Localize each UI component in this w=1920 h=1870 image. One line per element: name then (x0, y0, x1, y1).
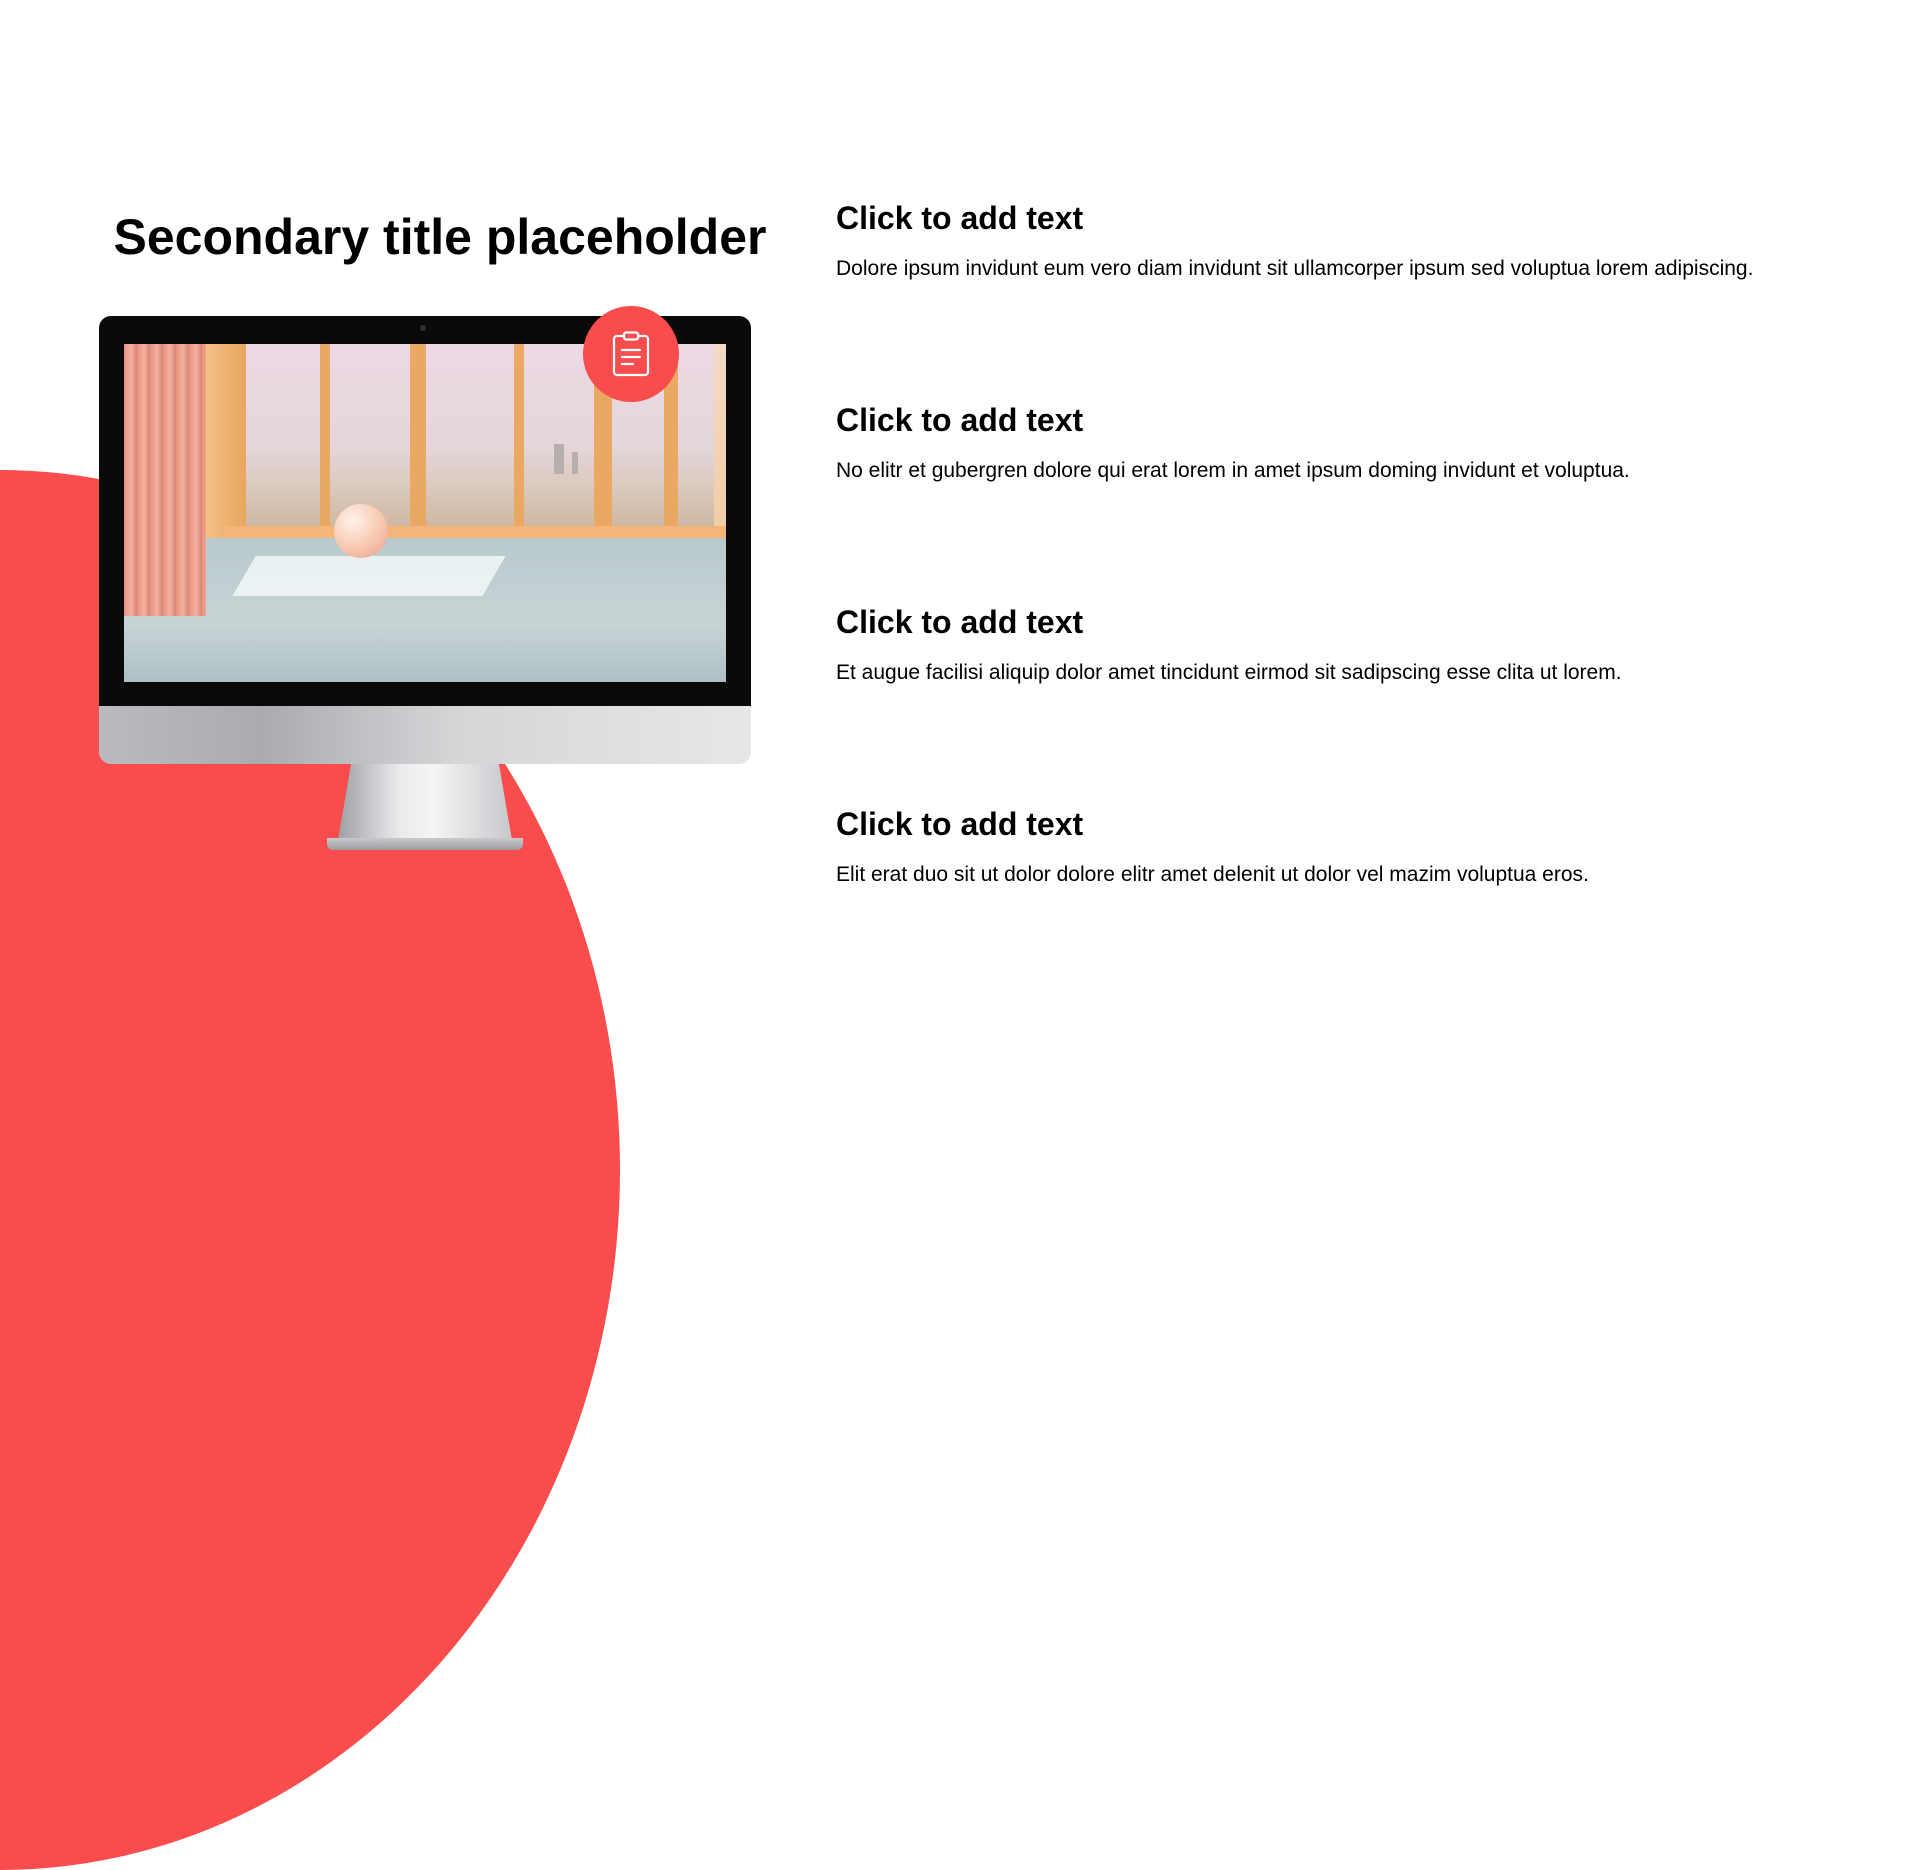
list-item (836, 600, 1856, 802)
item-heading[interactable]: Click to add text (836, 402, 1084, 438)
monitor-stand-base (327, 838, 523, 850)
item-body[interactable]: Elit erat duo sit ut dolor dolore elitr amet delenit ut dolor vel mazim voluptua eros. (836, 863, 1589, 886)
clipboard-icon (611, 331, 651, 377)
distant-building (554, 444, 564, 474)
monitor-stand (337, 764, 513, 846)
sphere-object (334, 504, 388, 558)
window-frame (410, 344, 426, 536)
list-item (836, 398, 1856, 600)
curtain (124, 344, 206, 616)
camera-dot (420, 325, 426, 331)
slide-title[interactable]: Secondary title placeholder (113, 209, 767, 265)
window-frame (320, 344, 330, 536)
monitor-chin (99, 706, 751, 764)
item-heading[interactable]: Click to add text (836, 200, 1084, 236)
item-heading[interactable]: Click to add text (836, 604, 1084, 640)
clipboard-badge[interactable] (583, 306, 679, 402)
item-body[interactable]: Et augue facilisi aliquip dolor amet tincidunt eirmod sit sadipscing esse clita ut lorem. (836, 661, 1622, 684)
list-item (836, 802, 1856, 1004)
item-body[interactable]: No elitr et gubergren dolore qui erat lorem in amet ipsum doming invidunt et voluptua. (836, 459, 1630, 482)
item-body[interactable]: Dolore ipsum invidunt eum vero diam invidunt sit ullamcorper ipsum sed voluptua lorem adipiscing. (836, 257, 1754, 280)
list-item (836, 196, 1856, 398)
distant-building (572, 452, 578, 474)
monitor-mockup (99, 316, 751, 856)
sunlight-patch (232, 556, 505, 596)
item-heading[interactable]: Click to add text (836, 806, 1084, 842)
room-corner-wall (200, 344, 246, 556)
content-list (836, 196, 1856, 1004)
window-frame (514, 344, 524, 536)
